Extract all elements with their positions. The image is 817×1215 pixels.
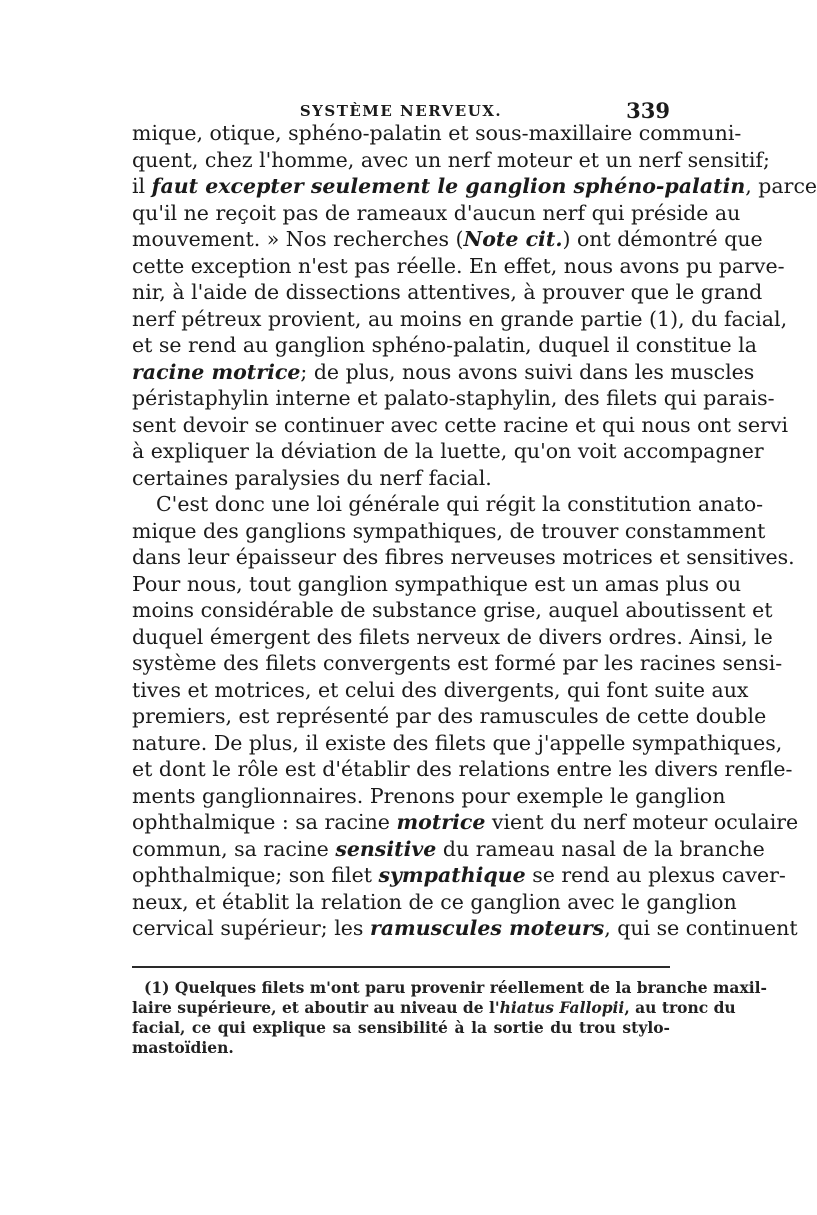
text-line	[132, 359, 755, 386]
text-run: moins considérable de substance grise, auquel aboutissent et	[132, 598, 773, 622]
text-run: nature. De plus, il existe des filets que j'appelle sympathiques,	[132, 730, 783, 755]
text-run: du rameau nasal de la branche	[436, 836, 765, 861]
text-run: , qui se continuent	[604, 916, 798, 940]
text-line	[132, 120, 742, 147]
text-line	[132, 200, 741, 227]
page-number: 339	[626, 98, 670, 123]
text-run: mouvement. » Nos recherches (	[132, 227, 464, 251]
text-line	[132, 597, 773, 624]
text-run: premiers, est représenté par des ramuscules de cette double	[132, 704, 767, 728]
main-text	[132, 120, 817, 942]
text-run: quent, chez l'homme, avec un nerf moteur et un nerf sensitif;	[132, 147, 770, 172]
text-run: ments ganglionnaires. Prenons pour exemple le ganglion	[132, 783, 726, 808]
text-run: C'est donc une loi générale qui régit la constitution anato-	[156, 492, 764, 516]
text-run: nerf pétreux provient, au moins en grande partie (1), du facial,	[132, 306, 788, 331]
text-line	[132, 915, 798, 942]
paragraph-2	[132, 491, 799, 942]
text-run: et dont le rôle est d'établir des relations entre les divers renfle-	[132, 757, 793, 781]
text-line	[132, 1038, 670, 1058]
text-line	[132, 809, 799, 836]
text-run: à expliquer la déviation de la luette, qu'on voit accompagner	[132, 439, 764, 463]
text-line	[132, 279, 763, 306]
text-line	[132, 756, 793, 783]
text-line	[132, 571, 742, 598]
text-run: , parce	[745, 174, 817, 198]
text-line	[132, 836, 765, 863]
text-run: mique des ganglions sympathiques, de trouver constamment	[132, 518, 766, 543]
text-run: commun, sa racine	[132, 836, 336, 861]
italic-run: ramuscules moteurs	[369, 916, 605, 940]
text-line	[132, 998, 736, 1018]
text-run: cervical supérieur; les	[132, 916, 370, 940]
text-run: laire supérieure, et aboutir au niveau de l'	[132, 998, 500, 1017]
text-line	[132, 385, 775, 412]
italic-run: sensitive	[335, 836, 437, 861]
text-line	[132, 253, 785, 280]
italic-run: Note cit.	[463, 227, 563, 251]
text-run: vient du nerf moteur oculaire	[485, 810, 799, 834]
text-line	[132, 730, 783, 757]
text-line	[132, 412, 789, 439]
footnote-separator	[132, 966, 670, 968]
text-run: tives et motrices, et celui des divergents, qui font suite aux	[132, 677, 749, 702]
text-line	[132, 544, 795, 571]
text-line	[132, 226, 763, 253]
text-line	[132, 465, 670, 492]
text-line	[132, 332, 757, 359]
text-line	[132, 624, 773, 651]
paragraph-1	[132, 120, 817, 491]
text-run: Pour nous, tout ganglion sympathique est un amas plus ou	[132, 571, 742, 596]
text-line	[132, 173, 817, 200]
text-run: nir, à l'aide de dissections attentives, à prouver que le grand	[132, 280, 763, 304]
text-line	[132, 518, 766, 545]
text-line	[132, 862, 786, 889]
text-line	[132, 491, 764, 518]
footnote	[132, 978, 767, 1058]
text-run: mique, otique, sphéno-palatin et sous-maxillaire communi-	[132, 121, 742, 145]
text-run: ophthalmique : sa racine	[132, 810, 397, 834]
text-run: sent devoir se continuer avec cette racine et qui nous ont servi	[132, 412, 789, 437]
italic-run: hiatus Fallopii	[499, 998, 625, 1017]
text-line	[132, 703, 767, 730]
text-run: duquel émergent des filets nerveux de divers ordres. Ainsi, le	[132, 624, 773, 649]
italic-run: motrice	[396, 810, 486, 834]
text-run: péristaphylin interne et palato-staphylin, des filets qui parais-	[132, 386, 775, 410]
text-run: neux, et établit la relation de ce ganglion avec le ganglion	[132, 889, 737, 914]
text-run: cette exception n'est pas réelle. En effet, nous avons pu parve-	[132, 253, 785, 278]
text-line	[132, 978, 767, 998]
text-line	[132, 438, 764, 465]
text-run: se rend au plexus caver-	[525, 863, 786, 887]
text-run: système des filets convergents est formé par les racines sensi-	[132, 651, 783, 675]
text-line	[132, 306, 788, 333]
text-run: certaines paralysies du nerf facial.	[132, 465, 492, 490]
italic-run: faut excepter seulement le ganglion sphéno-palatin	[151, 174, 746, 198]
text-line	[132, 677, 749, 704]
text-line	[132, 650, 783, 677]
text-run: ) ont démontré que	[562, 227, 763, 251]
running-title: SYSTÈME NERVEUX.	[299, 102, 503, 120]
text-run: il	[132, 174, 152, 198]
text-run: , au tronc du	[624, 998, 736, 1017]
text-run: ; de plus, nous avons suivi dans les muscles	[300, 359, 755, 384]
text-line	[132, 147, 770, 174]
italic-run: racine motrice	[132, 359, 301, 384]
text-run: facial, ce qui explique sa sensibilité à la sortie du trou stylo-	[132, 1018, 670, 1037]
text-run: dans leur épaisseur des fibres nerveuses motrices et sensitives.	[132, 545, 795, 569]
text-line	[132, 889, 737, 916]
text-line	[132, 1018, 670, 1038]
text-line	[132, 783, 726, 810]
text-run: mastoïdien.	[132, 1038, 234, 1057]
text-run: ophthalmique; son filet	[132, 863, 379, 887]
text-run: qu'il ne reçoit pas de rameaux d'aucun nerf qui préside au	[132, 200, 741, 225]
text-run: (1) Quelques filets m'ont paru provenir réellement de la branche maxil-	[144, 978, 767, 997]
italic-run: sympathique	[378, 863, 526, 887]
text-run: et se rend au ganglion sphéno-palatin, duquel il constitue la	[132, 333, 757, 357]
